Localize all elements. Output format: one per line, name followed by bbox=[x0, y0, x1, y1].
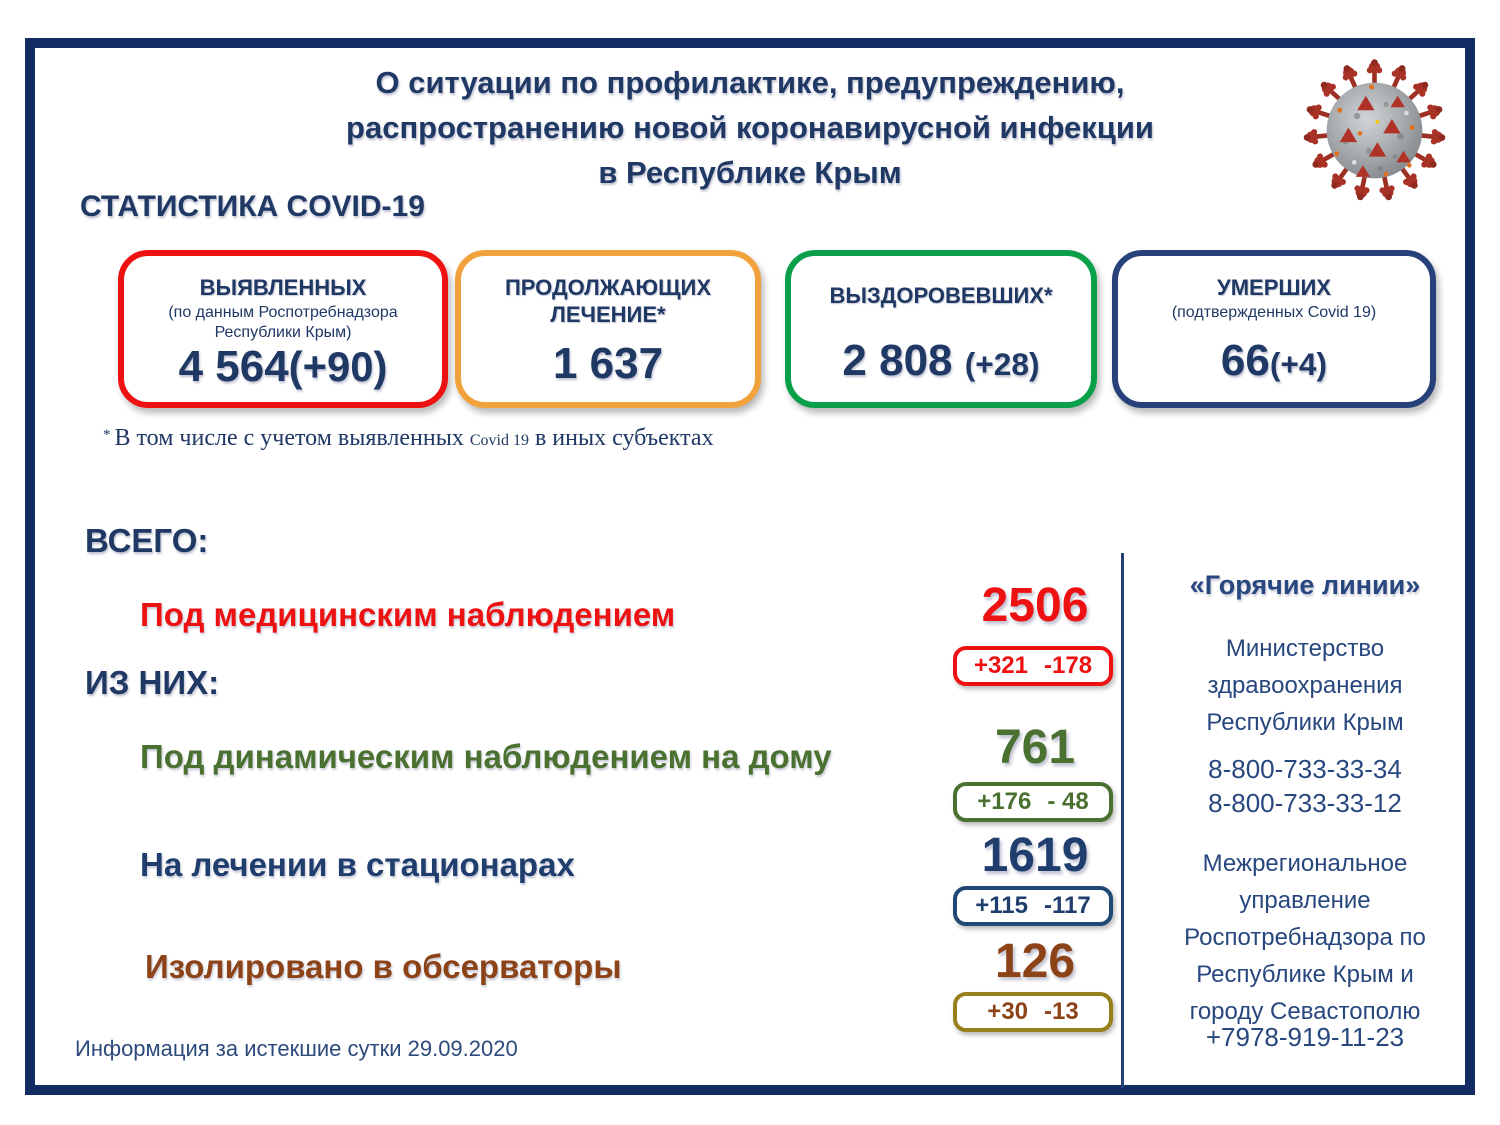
delta-minus: -117 bbox=[1044, 892, 1091, 919]
delta-box-home-observation bbox=[953, 782, 1113, 822]
row-value-home-observation: 761 bbox=[994, 721, 1076, 774]
stat-value-main: 2 808 bbox=[842, 336, 953, 385]
row-label-medical-observation: Под медицинским наблюдением bbox=[140, 596, 676, 633]
footnote-text-after: в иных субъектах bbox=[534, 425, 714, 451]
stat-card-label: УМЕРШИХ bbox=[1217, 275, 1331, 300]
stat-value-main: 1 637 bbox=[552, 339, 664, 388]
stat-card-detected bbox=[118, 250, 448, 408]
stats-heading: СТАТИСТИКА COVID-19 bbox=[80, 190, 425, 223]
stat-value-main: 4 564 bbox=[178, 342, 289, 391]
stat-value-delta: (+4) bbox=[1269, 346, 1328, 382]
stat-value-main: 66 bbox=[1220, 336, 1270, 385]
row-label-observatory-isolation: Изолировано в обсерваторы bbox=[145, 948, 622, 985]
stat-card-recovered bbox=[785, 250, 1097, 408]
row-label-home-observation: Под динамическим наблюдением на дому bbox=[140, 738, 832, 775]
footnote-marker: * bbox=[103, 427, 111, 443]
stat-card-deceased bbox=[1112, 250, 1436, 408]
stat-card-treatment bbox=[455, 250, 761, 408]
total-heading: ВСЕГО: bbox=[85, 522, 209, 559]
delta-box-hospital-treatment bbox=[953, 886, 1113, 926]
delta-minus: -13 bbox=[1044, 998, 1079, 1025]
stat-card-label: ПРОДОЛЖАЮЩИХ ЛЕЧЕНИЕ* bbox=[504, 275, 712, 327]
hotline-phone-1: 8-800-733-33-34 bbox=[1208, 754, 1402, 784]
footnote bbox=[103, 425, 714, 452]
of-them-heading: ИЗ НИХ: bbox=[85, 664, 220, 701]
footnote-text-before: В том числе с учетом выявленных bbox=[114, 425, 464, 451]
slide-title bbox=[330, 60, 1170, 195]
stat-card-value bbox=[1128, 337, 1420, 388]
hotline-phone-2: 8-800-733-33-12 bbox=[1208, 788, 1402, 818]
stat-card-value bbox=[134, 343, 432, 391]
delta-minus: -178 bbox=[1044, 652, 1093, 679]
delta-plus: +321 bbox=[973, 652, 1028, 679]
stat-value-delta: (+28) bbox=[964, 346, 1040, 382]
delta-plus: +115 bbox=[975, 892, 1028, 919]
title-line-3: в Республике Крым bbox=[598, 155, 902, 190]
delta-plus: +176 bbox=[977, 788, 1032, 815]
delta-minus: - 48 bbox=[1047, 788, 1089, 815]
row-value-medical-observation: 2506 bbox=[981, 579, 1089, 632]
footer-info: Информация за истекшие сутки 29.09.2020 bbox=[75, 1036, 518, 1061]
hotline-org-minzdrav: Министерство здравоохранения Республики Крым bbox=[1206, 635, 1404, 736]
row-value-hospital-treatment: 1619 bbox=[981, 829, 1089, 882]
delta-box-observatory-isolation bbox=[953, 992, 1113, 1032]
hotline-phones-minzdrav bbox=[1160, 752, 1450, 820]
stat-card-sublabel: (по данным Роспотребнадзора Республики Крым) bbox=[168, 304, 398, 341]
coronavirus-icon bbox=[1302, 58, 1447, 203]
title-line-2: распространению новой коронавирусной инфекции bbox=[346, 110, 1154, 145]
hotlines-title: «Горячие линии» bbox=[1189, 570, 1421, 600]
footnote-covid-label: Covid 19 bbox=[469, 432, 529, 449]
divider-line bbox=[1121, 553, 1124, 1088]
delta-plus: +30 bbox=[987, 998, 1029, 1025]
stat-card-sublabel: (подтвержденных Covid 19) bbox=[1171, 304, 1377, 321]
title-line-1: О ситуации по профилактике, предупреждению, bbox=[375, 65, 1125, 100]
stat-card-value bbox=[471, 340, 745, 388]
hotline-phone-3: +7978-919-11-23 bbox=[1205, 1022, 1405, 1052]
row-value-observatory-isolation: 126 bbox=[994, 935, 1076, 988]
delta-box-medical-observation bbox=[953, 646, 1113, 686]
stat-card-label: ВЫЗДОРОВЕВШИХ* bbox=[829, 283, 1053, 308]
hotline-org-rospotrebnadzor: Межрегиональное управление Роспотребнадзора по Республике Крым и городу Севастополю bbox=[1184, 850, 1426, 1025]
stat-card-value bbox=[801, 337, 1081, 388]
row-label-hospital-treatment: На лечении в стационарах bbox=[140, 846, 575, 883]
stat-card-label: ВЫЯВЛЕННЫХ bbox=[199, 275, 367, 300]
stat-value-delta: (+90) bbox=[288, 343, 388, 390]
